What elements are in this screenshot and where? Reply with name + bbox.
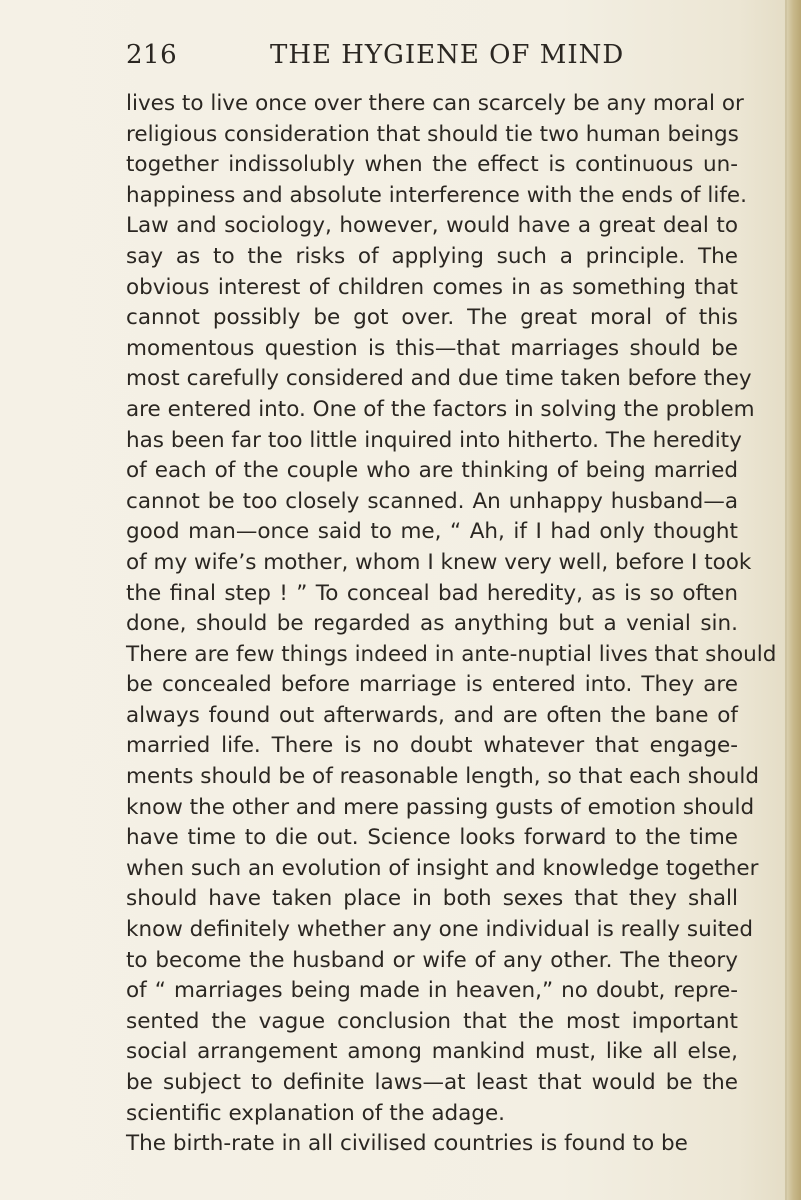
- text-line: cannot possibly be got over. The great moral of this: [126, 305, 738, 331]
- page-number: 216: [126, 40, 178, 70]
- text-line: be concealed before marriage is entered into. They are: [126, 672, 738, 698]
- text-line: Law and sociology, however, would have a great deal to: [126, 213, 738, 239]
- text-line: together indissolubly when the effect is continuous un-: [126, 152, 738, 178]
- body-text: [126, 89, 777, 1160]
- text-line: of each of the couple who are thinking of being married: [126, 458, 738, 484]
- text-line: of “ marriages being made in heaven,” no doubt, repre-: [126, 978, 738, 1004]
- page-edge: [787, 0, 801, 1200]
- text-line: the final step ! ” To conceal bad heredity, as is so often: [126, 580, 738, 606]
- running-head: [126, 40, 746, 80]
- text-line: be subject to definite laws—at least that would be the: [126, 1070, 738, 1095]
- text-line: married life. There is no doubt whatever that engage-: [126, 733, 738, 759]
- running-title: THE HYGIENE OF MIND: [270, 40, 625, 70]
- text-line: There are few things indeed in ante-nuptial lives that should: [126, 641, 777, 667]
- text-line: should have taken place in both sexes that they shall: [126, 886, 738, 912]
- text-line: momentous question is this—that marriages should be: [126, 335, 738, 361]
- text-line: lives to live once over there can scarcely be any moral or: [126, 91, 744, 116]
- text-line: always found out afterwards, and are often the bane of: [126, 702, 738, 728]
- text-line: done, should be regarded as anything but a venial sin.: [126, 611, 738, 637]
- text-line: know the other and mere passing gusts of emotion should: [126, 794, 755, 820]
- text-line: know definitely whether any one individual is really suited: [126, 917, 754, 943]
- text-line: to become the husband or wife of any other. The theory: [126, 947, 738, 973]
- text-line: when such an evolution of insight and knowledge together: [126, 855, 759, 881]
- text-line: scientific explanation of the adage.: [126, 1100, 506, 1126]
- text-line: most carefully considered and due time taken before they: [126, 366, 752, 392]
- text-line: are entered into. One of the factors in solving the problem: [126, 396, 755, 422]
- text-line: The birth-rate in all civilised countries is found to be: [126, 1131, 688, 1157]
- text-line: obvious interest of children comes in as something that: [126, 274, 738, 300]
- text-line: cannot be too closely scanned. An unhappy husband—a: [126, 488, 738, 514]
- text-line: religious consideration that should tie two human beings: [126, 121, 739, 147]
- text-line: ments should be of reasonable length, so that each should: [126, 764, 760, 790]
- text-line: has been far too little inquired into hitherto. The heredity: [126, 427, 742, 453]
- text-line: sented the vague conclusion that the most important: [126, 1008, 738, 1034]
- text-line: have time to die out. Science looks forward to the time: [126, 825, 738, 851]
- text-line: happiness and absolute interference with the ends of life.: [126, 182, 747, 208]
- text-line: of my wife’s mother, whom I knew very well, before I took: [126, 549, 752, 575]
- text-line: social arrangement among mankind must, like all else,: [126, 1039, 738, 1065]
- text-line: good man—once said to me, “ Ah, if I had only thought: [126, 519, 738, 545]
- text-line: say as to the risks of applying such a principle. The: [126, 243, 738, 269]
